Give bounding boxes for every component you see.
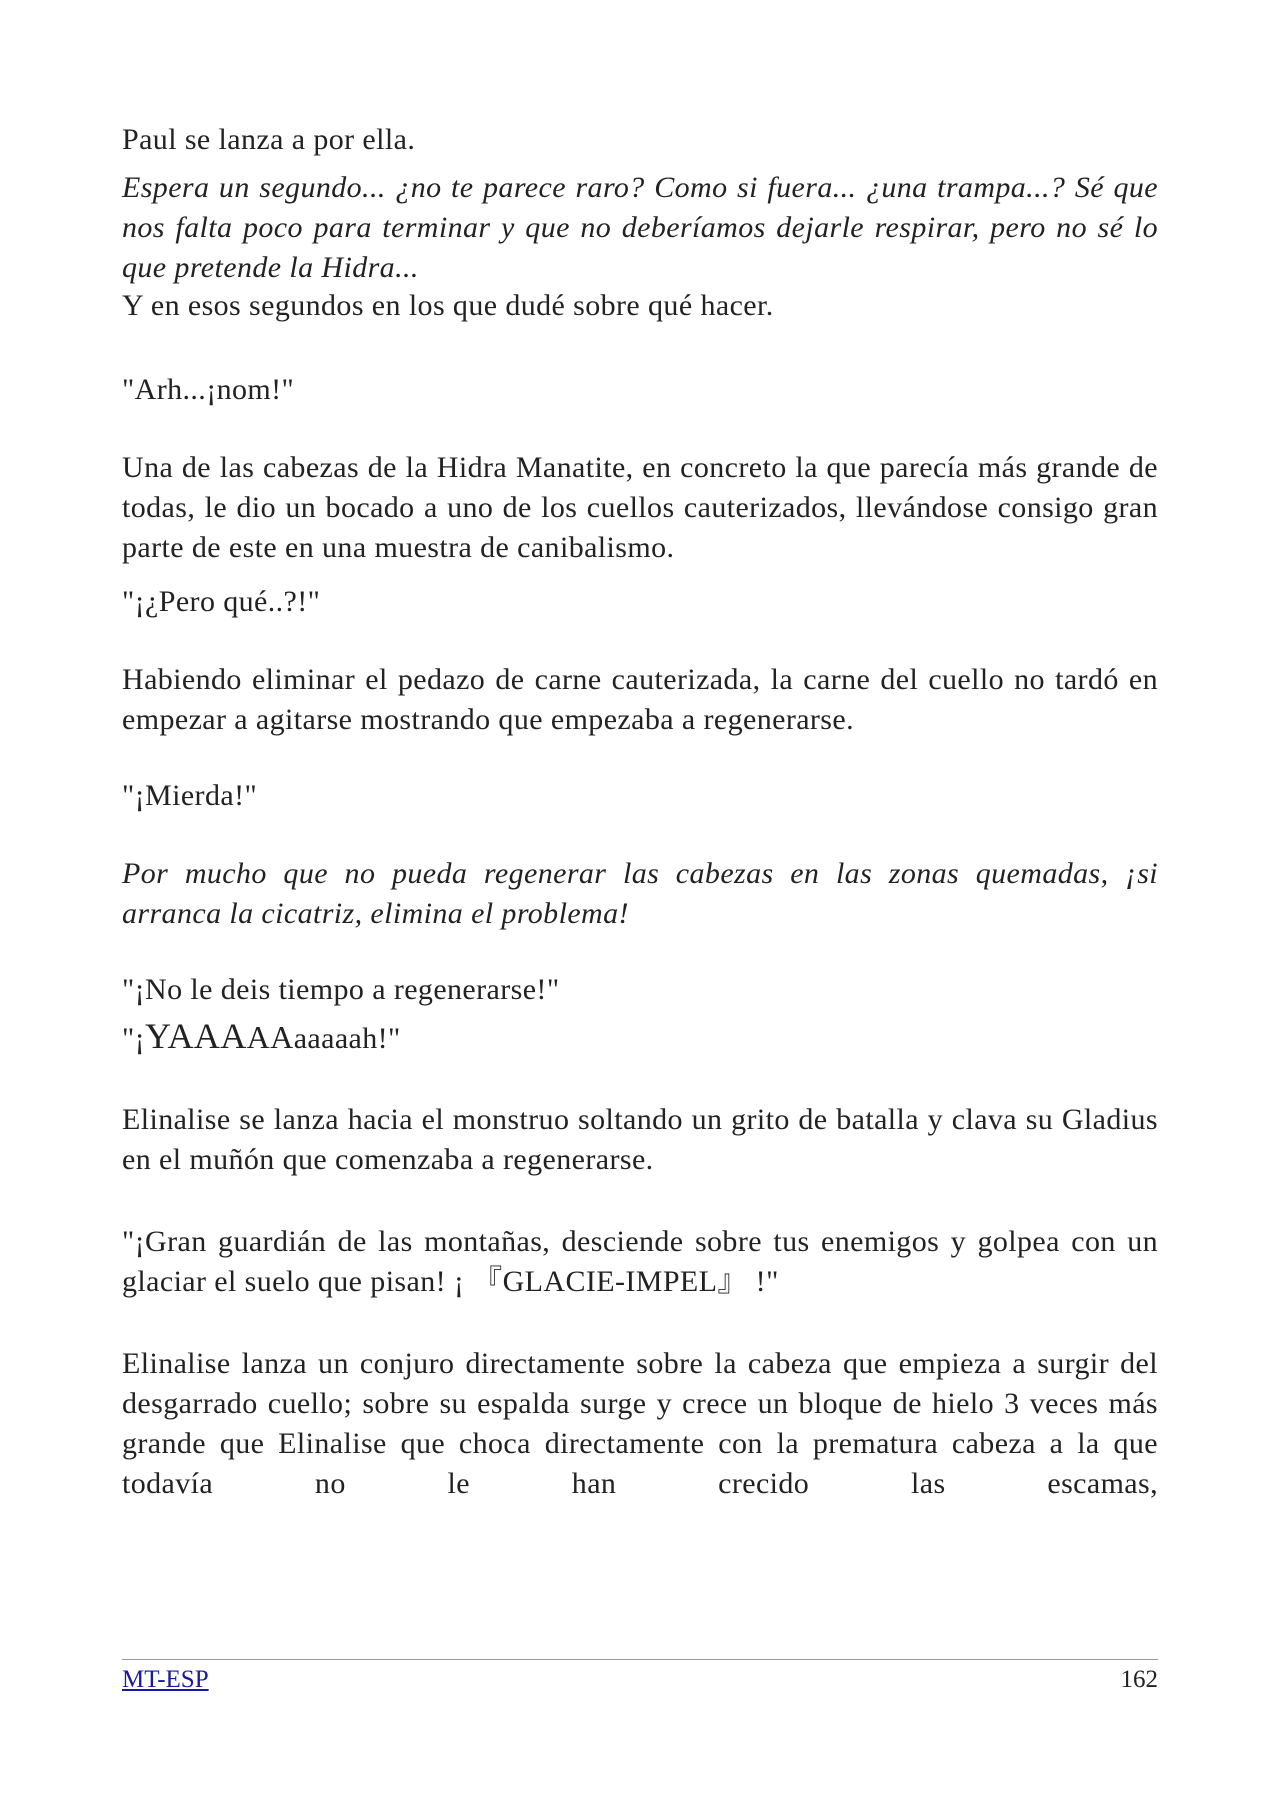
dialogue-2: "¡¿Pero qué..?!" xyxy=(122,585,321,618)
footer-link-mt-esp[interactable]: MT-ESP xyxy=(122,1666,209,1693)
paragraph-8: Elinalise lanza un conjuro directamente sobre la cabeza que empieza a surgir del desgarrado cuello; sobre su espalda surge y crece un bloque de hielo 3 veces más grande que Elinalise que choca directamente con la prematura cabeza a la que todavía no le han crecido las escamas, xyxy=(122,1347,1158,1500)
paragraph-1: Paul se lanza a por ella. xyxy=(122,123,416,156)
shout-part-b: YAAA xyxy=(145,1016,247,1056)
shout-part-d: aaaaah!" xyxy=(293,1022,401,1055)
paragraph-2-thought: Espera un segundo... ¿no te parece raro? Como si fuera... ¿una trampa...? Sé que nos falta poco para terminar y que no deberíamos dejarle respirar, pero no sé lo que pretende la Hidra... xyxy=(122,171,1158,284)
dialogue-6-spell: "¡Gran guardián de las montañas, desciende sobre tus enemigos y golpea con un glaciar el suelo que pisan! ¡ 『GLACIE-IMPEL』 !" xyxy=(122,1225,1158,1298)
dialogue-1: "Arh...¡nom!" xyxy=(122,373,295,406)
paragraph-7: Elinalise se lanza hacia el monstruo soltando un grito de batalla y clava su Gladius en el muñón que comenzaba a regenerarse. xyxy=(122,1103,1158,1176)
shout-part-a: "¡ xyxy=(122,1022,146,1055)
paragraph-4: Una de las cabezas de la Hidra Manatite, en concreto la que parecía más grande de todas, le dio un bocado a uno de los cuellos cauterizados, llevándose consigo gran parte de este en una muestra de canibalismo. xyxy=(122,451,1158,564)
dialogue-3: "¡Mierda!" xyxy=(122,779,258,812)
shout-part-c: AA xyxy=(246,1019,294,1055)
paragraph-6-thought: Por mucho que no pueda regenerar las cabezas en las zonas quemadas, ¡si arranca la cicatriz, elimina el problema! xyxy=(122,857,1158,930)
page-number: 162 xyxy=(1120,1666,1158,1693)
dialogue-5-shout xyxy=(122,1016,401,1059)
paragraph-5: Habiendo eliminar el pedazo de carne cauterizada, la carne del cuello no tardó en empezar a agitarse mostrando que empezaba a regenerarse. xyxy=(122,663,1158,736)
dialogue-4: "¡No le deis tiempo a regenerarse!" xyxy=(122,973,560,1006)
page-footer xyxy=(122,1659,1158,1695)
paragraph-3: Y en esos segundos en los que dudé sobre qué hacer. xyxy=(122,289,774,322)
